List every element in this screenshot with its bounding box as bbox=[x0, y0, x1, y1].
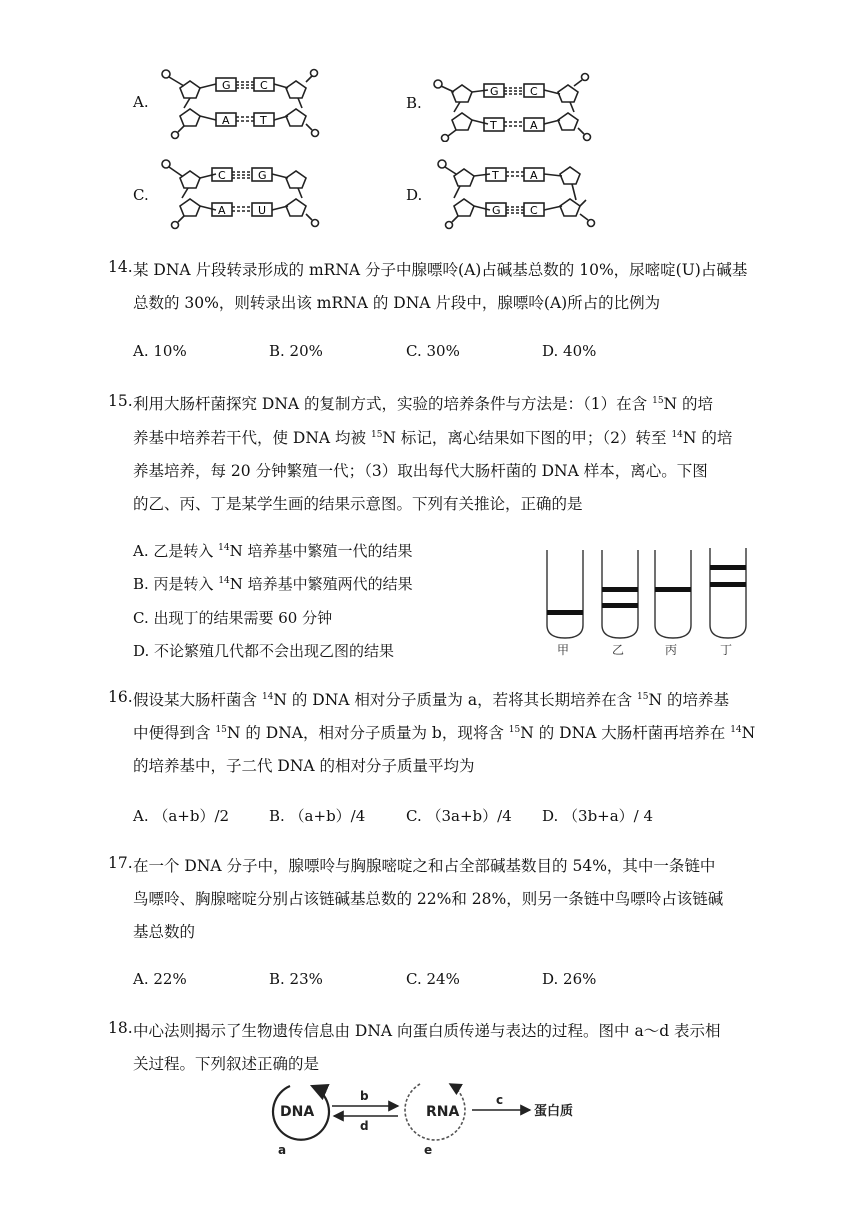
q15-option-a[interactable]: A. 乙是转入 $^{14}$N 培养基中繁殖一代的结果 bbox=[133, 542, 413, 560]
node-rna: RNA bbox=[426, 1104, 460, 1120]
label-b: b bbox=[360, 1089, 369, 1103]
q17-option-a[interactable]: A. 22% bbox=[133, 970, 187, 988]
q13-c-top-left-base: C bbox=[218, 169, 226, 182]
q18-stem-line1: 中心法则揭示了生物遗传信息由 DNA 向蛋白质传递与表达的过程。图中 a～d 表示相 bbox=[133, 1022, 721, 1040]
q15-option-c[interactable]: C. 出现丁的结果需要 60 分钟 bbox=[133, 609, 333, 627]
band-yi-heavy bbox=[602, 603, 638, 608]
band-bing-hybrid bbox=[655, 587, 691, 592]
q13-b-bottom-right-base: A bbox=[530, 119, 538, 132]
q13-a-bottom-left-base: A bbox=[222, 114, 230, 127]
node-protein: 蛋白质 bbox=[534, 1104, 574, 1119]
q13-b-top-right-base: C bbox=[530, 85, 538, 98]
tube-yi bbox=[602, 550, 638, 638]
q13-a-bottom-right-base: T bbox=[260, 114, 267, 127]
q13-diagram-d bbox=[434, 156, 610, 230]
q15-stem-line1: 利用大肠杆菌探究 DNA 的复制方式，实验的培养条件与方法是：（1）在含 $^{15}$N 的培 bbox=[133, 395, 714, 413]
q13-d-top-right-base: A bbox=[530, 169, 538, 182]
q16-number: 16. bbox=[108, 688, 133, 706]
q16-stem-line3: 的培养基中，子二代 DNA 的相对分子质量平均为 bbox=[133, 757, 475, 775]
band-ding-light bbox=[710, 565, 746, 570]
q15-stem-line4: 的乙、丙、丁是某学生画的结果示意图。下列有关推论，正确的是 bbox=[133, 495, 583, 513]
q18-number: 18. bbox=[108, 1019, 133, 1037]
band-yi-hybrid bbox=[602, 587, 638, 592]
q14-option-d[interactable]: D. 40% bbox=[542, 342, 597, 360]
q16-stem-line2: 中便得到含 $^{15}$N 的 DNA，相对分子质量为 b，现将含 $^{15}$N 的 DNA 大肠杆菌再培养在 $^{14}$N bbox=[133, 724, 756, 742]
q17-number: 17. bbox=[108, 854, 133, 872]
q13-option-c-letter[interactable]: C. bbox=[133, 186, 149, 204]
q13-diagram-c bbox=[158, 156, 328, 230]
tube-ding bbox=[710, 548, 746, 638]
q14-stem-line2: 总数的 30%，则转录出该 mRNA 的 DNA 片段中，腺嘌呤(A)所占的比例为 bbox=[133, 294, 661, 312]
q15-stem-line2: 养基中培养若干代，使 DNA 均被 $^{15}$N 标记，离心结果如下图的甲；（2）转至 $^{14}$N 的培 bbox=[133, 429, 733, 447]
central-dogma-diagram bbox=[250, 1076, 630, 1156]
q15-option-b[interactable]: B. 丙是转入 $^{14}$N 培养基中繁殖两代的结果 bbox=[133, 575, 413, 593]
band-ding-hybrid bbox=[710, 582, 746, 587]
q13-d-top-left-base: T bbox=[492, 169, 499, 182]
label-e: e bbox=[424, 1143, 433, 1156]
q17-option-c[interactable]: C. 24% bbox=[406, 970, 460, 988]
q14-number: 14. bbox=[108, 258, 133, 276]
q17-option-b[interactable]: B. 23% bbox=[269, 970, 323, 988]
node-dna: DNA bbox=[280, 1104, 315, 1120]
q15-stem-line3: 养基培养，每 20 分钟繁殖一代；（3）取出每代大肠杆菌的 DNA 样本，离心。下图 bbox=[133, 462, 708, 480]
q13-c-bottom-left-base: A bbox=[218, 204, 226, 217]
label-c: c bbox=[496, 1093, 504, 1107]
q17-option-d[interactable]: D. 26% bbox=[542, 970, 597, 988]
q13-b-top-left-base: G bbox=[490, 85, 499, 98]
band-jia-heavy bbox=[547, 610, 583, 615]
tube-jia bbox=[547, 550, 583, 638]
q13-b-bottom-left-base: T bbox=[490, 119, 497, 132]
q15-centrifuge-tubes bbox=[540, 540, 760, 660]
q17-stem-line1: 在一个 DNA 分子中，腺嘌呤与胸腺嘧啶之和占全部碱基数目的 54%，其中一条链中 bbox=[133, 857, 716, 875]
tube-label-bing: 丙 bbox=[665, 643, 678, 657]
q16-option-b[interactable]: B. （a+b）/4 bbox=[269, 807, 366, 825]
q14-option-a[interactable]: A. 10% bbox=[133, 342, 187, 360]
q17-stem-line2: 鸟嘌呤、胸腺嘧啶分别占该链碱基总数的 22%和 28%，则另一条链中鸟嘌呤占该链碱 bbox=[133, 890, 724, 908]
q13-option-d-letter[interactable]: D. bbox=[406, 186, 423, 204]
q13-c-bottom-right-base: U bbox=[258, 204, 267, 217]
q18-stem-line2: 关过程。下列叙述正确的是 bbox=[133, 1055, 320, 1073]
q16-stem-line1: 假设某大肠杆菌含 $^{14}$N 的 DNA 相对分子质量为 a，若将其长期培养在含 $^{15}$N 的培养基 bbox=[133, 691, 729, 709]
q13-c-top-right-base: G bbox=[258, 169, 267, 182]
q13-diagram-a bbox=[158, 66, 328, 140]
label-a: a bbox=[278, 1143, 287, 1156]
tube-bing bbox=[655, 550, 691, 638]
q16-option-c[interactable]: C. （3a+b）/4 bbox=[406, 807, 512, 825]
tube-label-ding: 丁 bbox=[720, 643, 733, 657]
q13-d-bottom-right-base: C bbox=[530, 204, 538, 217]
q13-a-top-left-base: G bbox=[222, 79, 231, 92]
tube-label-yi: 乙 bbox=[612, 643, 625, 657]
q14-stem-line1: 某 DNA 片段转录形成的 mRNA 分子中腺嘌呤(A)占碱基总数的 10%，尿嘧啶(U)占碱基 bbox=[133, 261, 748, 279]
q15-option-d[interactable]: D. 不论繁殖几代都不会出现乙图的结果 bbox=[133, 642, 395, 660]
tube-label-jia: 甲 bbox=[557, 643, 570, 657]
q15-number: 15. bbox=[108, 392, 133, 410]
q13-a-top-right-base: C bbox=[260, 79, 268, 92]
q16-option-a[interactable]: A. （a+b）/2 bbox=[133, 807, 230, 825]
q13-d-bottom-left-base: G bbox=[492, 204, 501, 217]
q16-option-d[interactable]: D. （3b+a）/ 4 bbox=[542, 807, 654, 825]
q14-option-c[interactable]: C. 30% bbox=[406, 342, 460, 360]
q13-option-b-letter[interactable]: B. bbox=[406, 94, 422, 112]
label-d: d bbox=[360, 1119, 369, 1133]
q17-stem-line3: 基总数的 bbox=[133, 923, 196, 941]
q13-option-a-letter[interactable]: A. bbox=[133, 93, 149, 111]
q13-diagram-b bbox=[430, 68, 600, 142]
q14-option-b[interactable]: B. 20% bbox=[269, 342, 323, 360]
